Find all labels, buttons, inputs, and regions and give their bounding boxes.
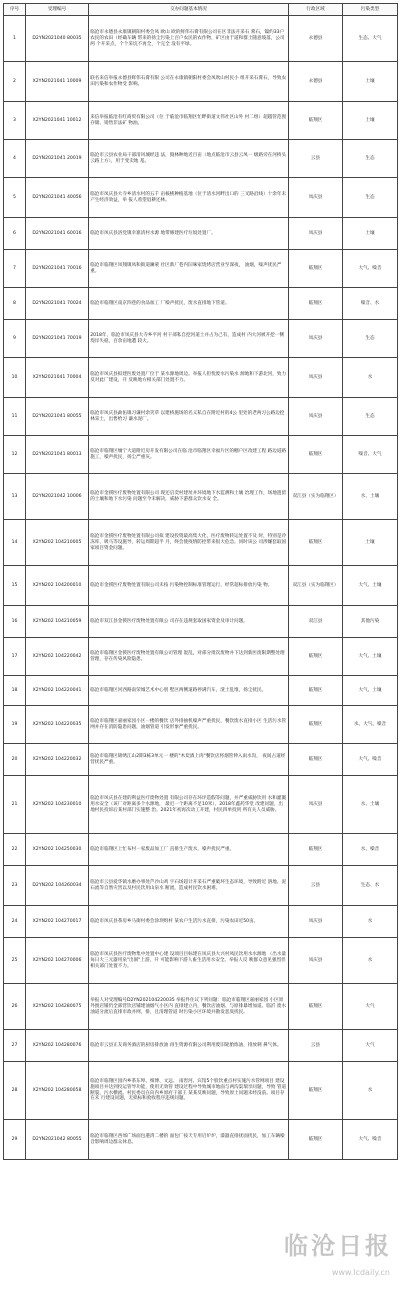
row-index: 7: [4, 250, 26, 288]
row-region: 凤庆县: [289, 320, 343, 358]
row-description: 临沧市云县爱华镇水磨办事处芦沙山鸡 宇石场超计开采石严重破坏生态环境，导致附近 溶地、泥石流等自然灾害以及村民饮用山泉水 断流，造成村民饮水困难。: [89, 866, 289, 906]
row-id: D2YN2021042 10006: [26, 474, 89, 520]
header-id: 受理编号: [26, 4, 89, 16]
row-id: D2YN2021040 80035: [26, 16, 89, 62]
row-id: X2YN2021041 70004: [26, 358, 89, 398]
row-index: 20: [4, 744, 26, 776]
row-region: 临翔区: [289, 706, 343, 744]
newspaper-watermark: 临沧日报: [284, 1231, 392, 1260]
row-region: 云县: [289, 140, 343, 178]
row-region: 凤庆县: [289, 906, 343, 938]
row-description: 临沧市云县农业局干部清风城经违 法，毁林种地近百亩（地点临沧市云县云凤一 级路旁在河桥头云路上方），用于变卖地 基。: [89, 140, 289, 178]
header-desc: 交办问题基本情况: [89, 4, 289, 16]
row-pollution-type: 生态: [343, 140, 398, 178]
row-id: X2YN202 104220042: [26, 638, 89, 676]
row-index: 24: [4, 906, 26, 938]
row-description: 临沧市凤庆县洛党镇幸寨清村水源 地带修建医疗垃圾处置厂。: [89, 218, 289, 250]
row-index: 27: [4, 1030, 26, 1062]
row-index: 25: [4, 938, 26, 984]
table-row: [4, 102, 398, 140]
row-pollution-type: 大气、土壤: [343, 566, 398, 606]
row-pollution-type: 水: [343, 938, 398, 984]
header-type: 污染类型: [343, 4, 398, 16]
row-id: D2YN2021041 40056: [26, 178, 89, 218]
row-region: 双江县（实为临翔区）: [289, 474, 343, 520]
table-row: [4, 140, 398, 178]
table-row: [4, 744, 398, 776]
row-pollution-type: 生态: [343, 320, 398, 358]
row-pollution-type: 土壤: [343, 520, 398, 566]
table-row: [4, 1062, 398, 1120]
row-description: 临沧市凤庆县医疗废物集中处置中心建 设项目目标建在凤庆县大兴村凤民饮用水水源地 （出水量每日大三元器用泉"出洞"上游，开 可能影响下游人畜生活用水安全。举报人反 映群众意见强烈但相关部门处置不力。: [89, 938, 289, 984]
table-row: [4, 288, 398, 320]
row-id: X2YN202 104220032: [26, 744, 89, 776]
row-index: 12: [4, 436, 26, 474]
watermark-url: www.lcdaily.cn: [331, 1268, 390, 1277]
row-index: 6: [4, 218, 26, 250]
table-row: [4, 62, 398, 102]
row-description: 临沧市金援医疗废物处置有限公司未按 污染物控制标准管理运行，经常超标排放污染 物。: [89, 566, 289, 606]
table-row: [4, 776, 398, 834]
row-id: X2YN202 104220035: [26, 706, 89, 744]
row-description: 临沧市临翔区锦绣江山2期3栋3单元一 楼的"木炭酒上肉"餐饮店将烟管伸入雨水沟， 夜间占道经营扰民严重。: [89, 744, 289, 776]
table-row: [4, 1120, 398, 1160]
table-row: [4, 984, 398, 1030]
row-index: 10: [4, 358, 26, 398]
table-row: [4, 520, 398, 566]
row-index: 21: [4, 776, 26, 834]
row-index: 2: [4, 62, 26, 102]
row-description: 临沧市凤庆县茶房乡马街村委会涂坝组村 某农户生活污水直排，污染农田近50亩。: [89, 906, 289, 938]
row-id: X2YN202 104220041: [26, 676, 89, 706]
row-region: 双江县（实为临翔区）: [289, 566, 343, 606]
row-description: 临沧市双江县金援医疗废物处置有限公 司存在违规套取国家资金及审计问题。: [89, 606, 289, 638]
table-row: [4, 320, 398, 358]
row-description: 临沧市临翔区西郊广场面包港湾二楼的 面包厂按天专用启炉炉，漆器直排扰面扰民，加工车辆噪音影响周边群众休息。: [89, 1120, 289, 1160]
row-region: 临翔区: [289, 1120, 343, 1160]
row-id: D2YN2021041 20019: [26, 140, 89, 178]
row-region: 临翔区: [289, 250, 343, 288]
row-description: 临沧市永德县永康镇朝阳村委会凤 欧山 欧的鲜伟石膏有限公司在区非法开采石 膏石，镍约33户农民的农田（经确车辆 带来的扬尘污染上百户农民的农作物，矿区由于道和群土随意坡落，公司两 个开采点，个个采坑不再全，个完全 没有平绿。: [89, 16, 289, 62]
row-description: 临沧市临翔区园内乡茶东埠、细博、文远、 南窖河、宾馆5个股饮重点村实施污水管网项目 建设施项目并达到投运管导功能，使用无效管 建设过程中导致城市地面与两沟渠瑞享问题，导致 管道断裂，污水横流。村民委员在向内乡原府干部王 某某反映问题，导致原土问题未经没前。项目存在未 行建设问题，无损标和验收程序违规问题。: [89, 1062, 289, 1120]
row-pollution-type: 土壤: [343, 102, 398, 140]
row-id: X2YN202 104230010: [26, 776, 89, 834]
row-index: 23: [4, 866, 26, 906]
row-pollution-type: 噪音、大气: [343, 436, 398, 474]
row-region: 临翔区: [289, 638, 343, 676]
row-region: 凤庆县: [289, 178, 343, 218]
row-index: 8: [4, 288, 26, 320]
row-region: 临翔区: [289, 436, 343, 474]
row-id: D2YN2021041 70016: [26, 250, 89, 288]
row-pollution-type: 其他污染: [343, 606, 398, 638]
row-pollution-type: 水: [343, 906, 398, 938]
row-id: X2YN2021041 10012: [26, 102, 89, 140]
row-region: 临翔区: [289, 1062, 343, 1120]
table-row: [4, 474, 398, 520]
row-description: 临沧市临翔区凤翔镇凤和街道澜蒙 社区新厂巷内旧味家烧烤店营业至深夜， 油烟，噪声扰民严重。: [89, 250, 289, 288]
row-id: D2YN2021041 80055: [26, 398, 89, 436]
row-region: 临翔区: [289, 288, 343, 320]
row-index: 29: [4, 1120, 26, 1160]
table-row: [4, 566, 398, 606]
row-pollution-type: 生态: [343, 398, 398, 436]
row-id: X2YN202 104280075: [26, 984, 89, 1030]
row-description: 临沧市临翔区嘉丽家园小区一楼的餐饮 店外排抽机噪声严重扰民，餐饮废水直排小区 生活污水管网并存在消防隐患问题，油烟管道 引发形象严重扰民。: [89, 706, 289, 744]
row-pollution-type: 土壤: [343, 62, 398, 102]
row-pollution-type: 水、大气、噪音: [343, 706, 398, 744]
row-index: 18: [4, 676, 26, 706]
table-row: [4, 866, 398, 906]
row-description: 临沧市凤庆县勐佑镇习谦村余笑草 以建桥施场的名义私自在附近村的4公 里处的老两习公路边挖林采土，出售给习 谦水泥厂。: [89, 398, 289, 436]
row-pollution-type: 大气: [343, 1030, 398, 1062]
row-index: 15: [4, 566, 26, 606]
row-description: 临沧市凤庆县拟建医废处置厂位于 某水源地周边。举报人担忧废水污染水 源地和下游北河，致力反对此厂建设，开 反映地方相关部门处置不力。: [89, 358, 289, 398]
row-region: 凤庆县: [289, 218, 343, 250]
row-id: D2YN2021041 60016: [26, 218, 89, 250]
table-row: [4, 358, 398, 398]
row-pollution-type: 生态、大气: [343, 16, 398, 62]
table-row: [4, 676, 398, 706]
table-row: [4, 906, 398, 938]
table-row: [4, 706, 398, 744]
row-pollution-type: 水、土壤: [343, 776, 398, 834]
row-region: 凤庆县: [289, 776, 343, 834]
row-id: X2YN202 104250030: [26, 834, 89, 866]
row-index: 14: [4, 520, 26, 566]
row-region: 临翔区: [289, 102, 343, 140]
row-description: 举报人对受理编号D2YN202104220035 举报件住议下列问题：临沧市临翔区嘉丽家园 小区原外围店铺仍全部营饮店铺建油烟气小区内 直排建立内，餐饮店油烟、与原排暴增加道。临沂 废水油道分流后直排市政并网，排，且清理管道 时污染小区环境并散发恶臭扰民。: [89, 984, 289, 1030]
row-pollution-type: 大气、噪音: [343, 744, 398, 776]
row-description: 临沧市临翔区南京四巷的食品加工 厂噪声扰民，废水直排地下管道。: [89, 288, 289, 320]
row-region: 临翔区: [289, 744, 343, 776]
table-header-row: [4, 4, 398, 16]
row-description: 临沧市临翔区河西路南荣城艺术中心别 墅区两侧道路停满汽车，渣土乱堆，扬尘扰民。: [89, 676, 289, 706]
row-pollution-type: 大气、土壤: [343, 676, 398, 706]
complaint-table: [3, 3, 398, 1160]
row-pollution-type: 水: [343, 1062, 398, 1120]
row-id: D2YN2021042 80055: [26, 1120, 89, 1160]
row-id: X2YN202 104270017: [26, 906, 89, 938]
row-region: 临翔区: [289, 676, 343, 706]
row-index: 3: [4, 102, 26, 140]
row-description: 临沧市凤庆县大寺乡清水村的五千 亩核桃种植基地（位于清水河畔出口的 三叉路沿线）十余年未产生经济效益，举 报人希望退耕还林。: [89, 178, 289, 218]
row-index: 5: [4, 178, 26, 218]
row-region: 凤庆县: [289, 938, 343, 984]
table-row: [4, 398, 398, 436]
row-index: 13: [4, 474, 26, 520]
row-index: 4: [4, 140, 26, 178]
row-index: 19: [4, 706, 26, 744]
row-region: 永德县: [289, 16, 343, 62]
row-index: 1: [4, 16, 26, 62]
table-row: [4, 250, 398, 288]
row-description: 临沧市临翔区缅宁大道附近房开发有限公司在临 沧市临翔区幸福片区的棚户区改建工程 路边道路施工，噪声扰民，扬尘严重灰。: [89, 436, 289, 474]
row-index: 26: [4, 984, 26, 1030]
table-row: [4, 178, 398, 218]
row-region: 永德县: [289, 62, 343, 102]
table-row: [4, 938, 398, 984]
row-id: X2YN202 104280076: [26, 1030, 89, 1062]
table-row: [4, 606, 398, 638]
row-pollution-type: 大气、土壤: [343, 638, 398, 676]
row-region: 临翔区: [289, 984, 343, 1030]
row-description: 2018年，临沧市凤庆县大寺乡平河 村干部私自挖河道土并占为己有，造成村 内大河被开挖一侧堤岸失稳，百余亩地遭 较大。: [89, 320, 289, 358]
row-region: 云县: [289, 1030, 343, 1062]
table-row: [4, 638, 398, 676]
row-description: 临沧市临翔区上忙布村一家废品加工厂 直排生产废水，噪声扰民严重。: [89, 834, 289, 866]
header-region: 行政区域: [289, 4, 343, 16]
row-region: 云县: [289, 866, 343, 906]
row-region: 临翔区: [289, 520, 343, 566]
row-description: 临沧市金援医疗废物处置有限公司 现还启奕村建址并环境地下水监测和土壤 治理工作，场地遗留的土壤和地下水污染 问题至今未解决，威胁下游群众饮水安 全。: [89, 474, 289, 520]
row-id: X2YN202 104210059: [26, 606, 89, 638]
row-description: 临沧市金援医疗废物处置有限公司拟 建设投资最高集大化，医疗废物转运处置不及 时，特别是冷冻库、吸马等设施导，转运周期超半 月，终会使疫情防控带来很大危急。同时该公 司涉嫌套取国家项目资金问题。: [89, 520, 289, 566]
row-index: 28: [4, 1062, 26, 1120]
row-id: D2YN202 104260034: [26, 866, 89, 906]
row-index: 16: [4, 606, 26, 638]
row-region: 凤庆县: [289, 358, 343, 398]
table-row: [4, 16, 398, 62]
table-row: [4, 218, 398, 250]
row-description: 临沧市凤庆县在建的利益医疗废物处置 有限公司存在环评造假等问题，并严重威胁饮用 水和灌溉用水安全（该厂对距离多个水源地， 最近一个距离不足10米）。2018年鑫药华堂 改建问题，出地村民投诉后某村部门实施整 治。2021年初再次动工开建，村民四单投到 所有关人员威胁。: [89, 776, 289, 834]
row-id: X2YN202 104270006: [26, 938, 89, 984]
row-region: 凤庆县: [289, 398, 343, 436]
row-pollution-type: 生态、水: [343, 866, 398, 906]
row-index: 11: [4, 398, 26, 436]
row-description: 临沧市临翔区金援医疗废物处置有限公司管理 混乱，对部分批次废物并下达到新医废限期整处理 管理，存在传染风险隐患。: [89, 638, 289, 676]
header-idx: 序号: [4, 4, 26, 16]
row-region: 临翔区: [289, 834, 343, 866]
row-pollution-type: 水: [343, 358, 398, 398]
row-id: D2YN2021041 70019: [26, 320, 89, 358]
row-pollution-type: 大气、噪音: [343, 250, 398, 288]
row-index: 9: [4, 320, 26, 358]
row-pollution-type: 土壤: [343, 218, 398, 250]
row-pollution-type: 大气、噪音: [343, 1120, 398, 1160]
row-pollution-type: 水、噪音: [343, 834, 398, 866]
table-row: [4, 1030, 398, 1062]
row-index: 22: [4, 834, 26, 866]
row-id: X2YN202 104280058: [26, 1062, 89, 1120]
row-pollution-type: 生态: [343, 178, 398, 218]
row-pollution-type: 噪音、水: [343, 288, 398, 320]
row-pollution-type: 大气: [343, 984, 398, 1030]
table-row: [4, 834, 398, 866]
row-id: X2YN202 104200010: [26, 566, 89, 606]
row-description: 来信举报临沧有红商贸有限公司（位 于临沧市临翔区忙畔街道文伟社区山外 村二组）超越管范围存储、销售非法矿 物油。: [89, 102, 289, 140]
row-id: D2YN2021041 80013: [26, 436, 89, 474]
row-index: 17: [4, 638, 26, 676]
row-description: 临沧市云县正友商务酒店的厨房排放油 再生资源有限公司利用废旧轮胎炼油，排放刺 鼻气体。: [89, 1030, 289, 1062]
table-row: [4, 436, 398, 474]
row-pollution-type: 水、土壤: [343, 474, 398, 520]
row-id: D2YN2021041 70024: [26, 288, 89, 320]
row-description: 联名来信举报永德县辉伟石膏有限 公司在永康镇朝阳村委会凤吹山村民小 组开采石膏石，导致农田污染和农作物受 影响。: [89, 62, 289, 102]
row-id: X2YN2021041 10009: [26, 62, 89, 102]
row-id: X2YN202 104210005: [26, 520, 89, 566]
row-region: 双江县: [289, 606, 343, 638]
